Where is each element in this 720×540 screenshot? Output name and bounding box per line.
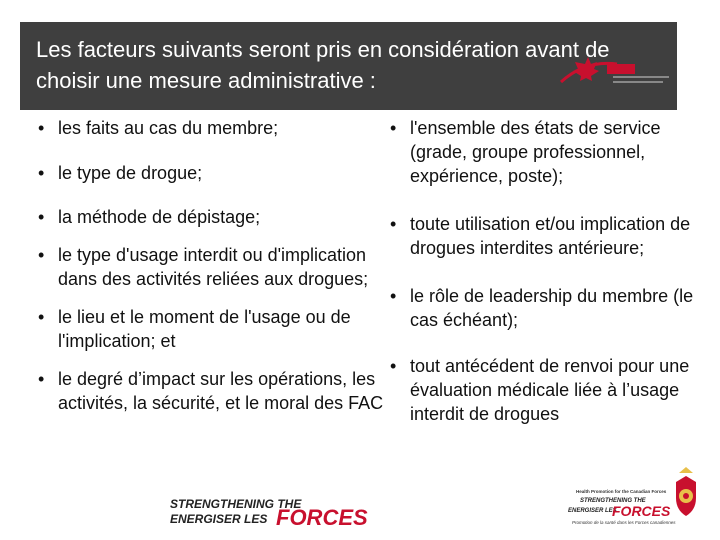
logo-text-forces: FORCES [612, 503, 671, 519]
list-item: • le degré d’impact sur les opérations, les activités, la sécurité, et le moral des FAC [30, 367, 390, 415]
canada-maple-leaf-logo [555, 52, 680, 94]
logo-text-strengthening: STRENGTHENING THE [170, 497, 302, 511]
list-item: • le lieu et le moment de l'usage ou de l'implication; et [30, 305, 390, 353]
logo-caption-bottom: Promotion de la santé dans les Forces canadiennes [572, 520, 676, 525]
logo-text-forces: FORCES [276, 505, 368, 530]
list-item: • tout antécédent de renvoi pour une évaluation médicale liée à l’usage interdit de drogues [382, 354, 712, 426]
list-item: • les faits au cas du membre; [30, 116, 390, 140]
slide-title: Les facteurs suivants seront pris en considération avant de choisir une mesure administrative : [36, 37, 610, 93]
slide-header [20, 22, 677, 110]
logo-text-energiser: ENERGISER LES [568, 508, 617, 514]
logo-text-strengthening: STRENGTHENING THE [580, 498, 646, 504]
logo-text-energiser: ENERGISER LES [170, 512, 268, 526]
strengthening-the-forces-logo [168, 494, 368, 530]
list-item: • le type de drogue; [30, 161, 390, 185]
list-item: • toute utilisation et/ou implication de drogues interdites antérieure; [382, 212, 712, 260]
crest-icon [676, 467, 696, 516]
list-item: • le rôle de leadership du membre (le cas échéant); [382, 284, 712, 332]
list-item: • le type d'usage interdit ou d'implication dans des activités reliées aux drogues; [30, 243, 390, 291]
logo-caption-top: Health Promotion for the Canadian Forces [576, 489, 667, 494]
right-bullet-list [382, 116, 712, 426]
list-item: • la méthode de dépistage; [30, 205, 390, 229]
left-bullet-list [30, 116, 390, 415]
list-item: • l'ensemble des états de service (grade, groupe professionnel, expérience, poste); [382, 116, 712, 188]
health-promotion-logo [558, 458, 708, 538]
